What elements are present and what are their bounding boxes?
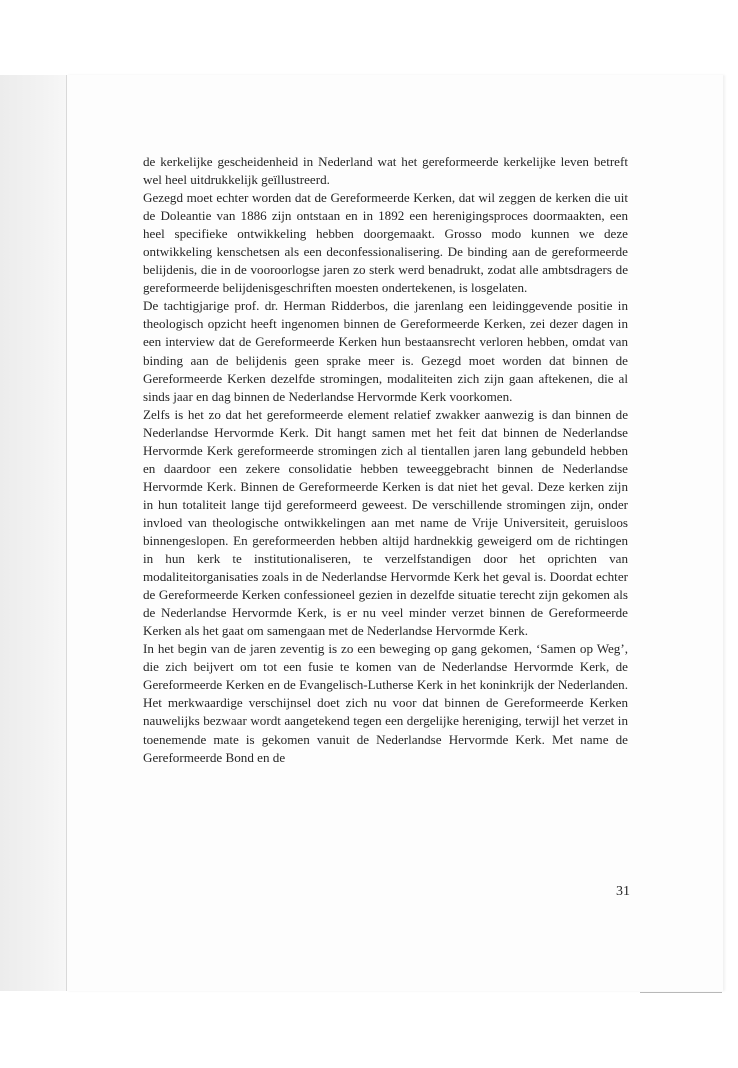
page-bottom-edge-line <box>640 992 722 993</box>
paragraph-2: Gezegd moet echter worden dat de Gereformeerde Kerken, dat wil zeggen de kerken die uit de Doleantie van 1886 zijn ontstaan en in 1892 een herenigingsproces doormaakten, een heel specifieke ontwikkeling hebben doorgemaakt. Grosso modo kunnen we deze ontwikkeling kenschetsen als een deconfessionalisering. De binding aan de gereformeerde belijdenis, die in de vooroorlogse jaren zo sterk werd benadrukt, zodat alle ambtsdragers de gereformeerde belijdenisgeschriften moesten ondertekenen, is losgelaten. <box>143 190 628 296</box>
paragraph-4: Zelfs is het zo dat het gereformeerde element relatief zwakker aanwezig is dan binnen de Nederlandse Hervormde Kerk. Dit hangt samen met het feit dat binnen de Nederlandse Hervormde Kerk gereformeerde stromingen zich al tientallen jaren lang gebundeld hebben en daardoor een zekere consolidatie hebben teweeggebracht binnen de Nederlandse Hervormde Kerk. Binnen de Gereformeerde Kerken is dat niet het geval. Deze kerken zijn in hun totaliteit lange tijd gereformeerd geweest. De verschillende stromingen zijn, onder invloed van theologische ontwikkelingen aan met name de Vrije Universiteit, geruisloos binnengeslopen. En gereformeerden hebben altijd hardnekkig geweigerd om de richtingen in hun kerk te institutionaliseren, te verzelfstandigen door het oprichten van modaliteitorganisaties zoals in de Nederlandse Hervormde Kerk het geval is. Doordat echter de Gereformeerde Kerken confessioneel gezien in dezelfde situatie terecht zijn gekomen als de Nederlandse Hervormde Kerk, is er nu veel minder verzet binnen de Gereformeerde Kerken als het gaat om samengaan met de Nederlandse Hervormde Kerk. <box>143 406 628 639</box>
page-number: 31 <box>616 884 630 899</box>
body-text <box>143 153 628 767</box>
paragraph-1: de kerkelijke gescheidenheid in Nederland wat het gereformeerde kerkelijke leven betreft wel heel uitdrukkelijk geïllustreerd. <box>143 154 628 188</box>
paragraph-5: In het begin van de jaren zeventig is zo een beweging op gang gekomen, ‘Samen op Weg’, die zich beijvert om tot een fusie te komen van de Nederlandse Hervormde Kerk, de Gereformeerde Kerken en de Evangelisch-Lutherse Kerk in het koninkrijk der Nederlanden. Het merkwaardige verschijnsel doet zich nu voor dat binnen de Gereformeerde Kerken nauwelijks bezwaar wordt aangetekend tegen een dergelijke hereniging, terwijl het verzet in toenemende mate is gekomen vanuit de Nederlandse Hervormde Kerk. Met name de Gereformeerde Bond en de <box>143 641 628 765</box>
scan-left-margin-shade <box>0 75 66 991</box>
paragraph-3: De tachtigjarige prof. dr. Herman Ridderbos, die jarenlang een leidinggevende positie in theologisch opzicht heeft ingenomen binnen de Gereformeerde Kerken, zei dezer dagen in een interview dat de Gereformeerde Kerken hun bestaansrecht verloren hebben, omdat van binding aan de belijdenis geen sprake meer is. Gezegd moet worden dat binnen de Gereformeerde Kerken dezelfde stromingen, modaliteiten zich zijn gaan aftekenen, die al sinds jaar en dag binnen de Nederlandse Hervormde Kerk voorkomen. <box>143 298 628 404</box>
